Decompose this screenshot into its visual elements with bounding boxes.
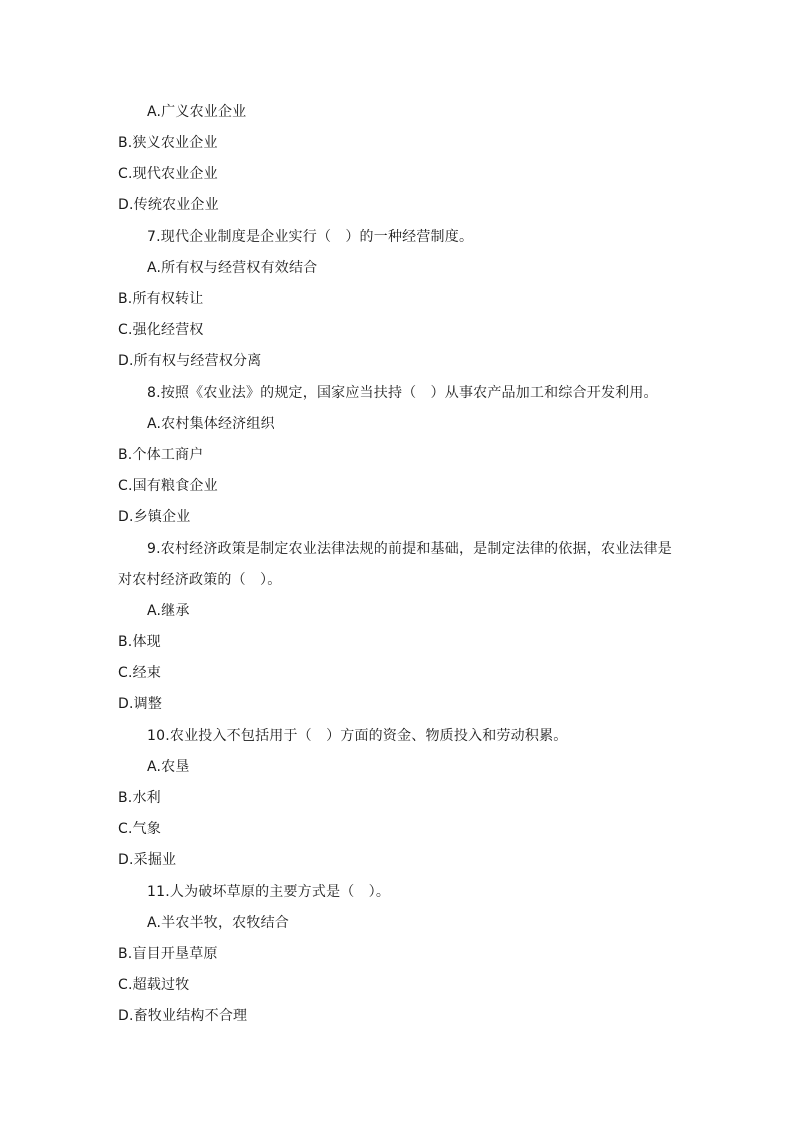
question-text: 11.人为破坏草原的主要方式是（ ）。: [147, 884, 391, 900]
option-text: D.畜牧业结构不合理: [118, 1008, 248, 1024]
question-text-continued: 对农村经济政策的（ ）。: [118, 572, 282, 588]
option-text: B.盲目开垦草原: [118, 946, 218, 962]
option-text: C.超载过牧: [118, 977, 190, 993]
option-text: D.调整: [118, 696, 163, 712]
option-text: B.水利: [118, 790, 161, 806]
option-text: B.狭义农业企业: [118, 135, 218, 151]
option-text: A.广义农业企业: [147, 104, 247, 120]
question-text: 9.农村经济政策是制定农业法律法规的前提和基础，是制定法律的依据，农业法律是: [147, 541, 672, 557]
option-text: A.继承: [147, 603, 190, 619]
option-text: D.所有权与经营权分离: [118, 353, 262, 369]
option-text: C.强化经营权: [118, 322, 204, 338]
option-text: A.农村集体经济组织: [147, 416, 275, 432]
option-text: D.采掘业: [118, 852, 177, 868]
option-text: C.气象: [118, 821, 162, 837]
option-text: B.体现: [118, 634, 161, 650]
question-text: 10.农业投入不包括用于（ ）方面的资金、物质投入和劳动积累。: [147, 728, 568, 744]
option-text: C.经束: [118, 665, 162, 681]
question-text: 7.现代企业制度是企业实行（ ）的一种经营制度。: [147, 229, 474, 245]
option-text: A.所有权与经营权有效结合: [147, 260, 318, 276]
option-text: A.农垦: [147, 759, 190, 775]
option-text: D.乡镇企业: [118, 509, 191, 525]
option-text: B.所有权转让: [118, 291, 204, 307]
option-text: C.国有粮食企业: [118, 478, 218, 494]
option-text: A.半农半牧，农牧结合: [147, 915, 289, 931]
option-text: B.个体工商户: [118, 447, 204, 463]
option-text: C.现代农业企业: [118, 166, 218, 182]
option-text: D.传统农业企业: [118, 197, 219, 213]
question-text: 8.按照《农业法》的规定，国家应当扶持（ ）从事农产品加工和综合开发利用。: [147, 385, 658, 401]
